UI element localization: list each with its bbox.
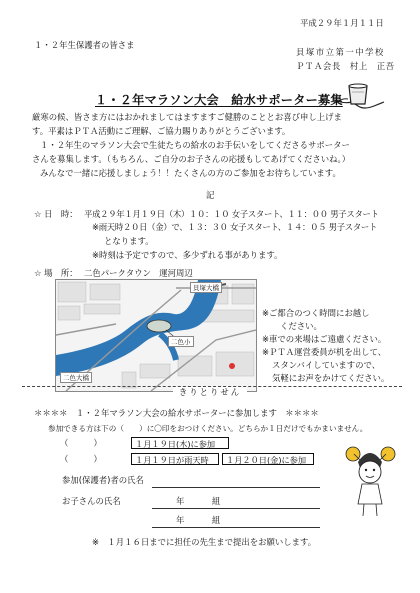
map-label-kaizuka-bridge: 貝塚大橋 <box>190 282 222 293</box>
school-name: 貝塚市立第一中学校 <box>296 47 385 57</box>
place-label: ☆ 場 所： <box>34 268 78 278</box>
cheerleader-illustration <box>344 442 396 520</box>
place-value: 二色パークタウン 運河周辺 <box>84 268 193 278</box>
schedule-line-2: ※雨天時２０日（金）で、１３：３０ 女子スタート、１４：０５ 男子スタート <box>92 222 378 232</box>
grade-label-2: 年 <box>176 515 185 525</box>
body-line-5: みんなで一緒に応援しましょう！！たくさんの方のご参加をお待ちしています。 <box>40 168 341 178</box>
date: 平成２９年１月１１日 <box>300 18 384 28</box>
body-line-1: 厳寒の候、皆さま方にはおかれましてはますますご健勝のこととお喜び申し上げま <box>32 112 342 122</box>
sender-name: ＰＴＡ会長 村上 正吾 <box>296 61 395 71</box>
rain-condition-label: １月１９日が雨天時 <box>131 453 219 465</box>
note-line-5: スタンバイしていますので、 <box>272 360 381 370</box>
area-map <box>55 279 257 392</box>
note-line-3: ※車での来場はご遠慮ください。 <box>262 334 387 344</box>
schedule-line-1: 平成２９年１月１９日（木）１０：１０ 女子スタート、１１：００ 男子スタート <box>84 209 379 219</box>
class-label-2: 組 <box>212 515 221 525</box>
note-line-2: ください。 <box>280 321 322 331</box>
note-line-6: 気軽にお声をかけてください。 <box>272 373 390 383</box>
guardian-name-field[interactable] <box>152 487 320 488</box>
note-line-1: ※ご都合のつく時間にお越し <box>262 308 370 318</box>
option1-checkbox[interactable]: （ ） <box>60 438 102 448</box>
class-label-1: 組 <box>212 496 221 506</box>
cut-line-label: きりとりせん <box>173 387 247 397</box>
schedule-line-4: ※時刻は予定ですので、多少ずれる事があります。 <box>92 250 283 260</box>
deadline-note: ※ １月１６日までに担任の先生まで提出をお願いします。 <box>92 537 317 547</box>
child-name-label: お子さんの氏名 <box>62 496 121 506</box>
body-line-4: さんを募集します。（もちろん、ご自分のお子さんの応援もしてあげてくださいね。） <box>32 154 351 164</box>
option2-label: １月２０日(金)に参加 <box>222 453 314 465</box>
guardian-name-label: 参加(保護者)者の氏名 <box>62 475 144 485</box>
grade-label-1: 年 <box>176 496 185 506</box>
form-heading: ＊＊＊＊ １・２年マラソン大会の給水サポーターに参加します ＊＊＊＊ <box>34 408 319 418</box>
option1-label: １月１９日(木)に参加 <box>131 437 229 449</box>
body-line-2: す。平素はＰＴＡ活動にご理解、ご協力賜りありがとうございます。 <box>32 126 291 136</box>
page-title: １・２年マラソン大会 給水サポーター募集 <box>95 93 343 107</box>
child-name-field-2[interactable] <box>152 527 320 528</box>
form-instruction: 参加できる方は下の（ ）に〇印をおつけください。どちらか１日だけでもかまいません。 <box>48 424 368 433</box>
schedule-label: ☆ 日 時： <box>34 209 78 219</box>
note-line-4: ※ＰＴＡ運営委員が机を出して、 <box>262 347 387 357</box>
option2-checkbox[interactable]: （ ） <box>60 454 102 464</box>
child-name-field-1[interactable] <box>152 508 320 509</box>
map-label-nishiki-school: 二色小 <box>168 336 194 347</box>
recipient: １・２年生保護者の皆さま <box>34 40 135 50</box>
ki-heading: 記 <box>206 190 215 200</box>
map-label-nishiki-bridge: 二色大橋 <box>60 372 92 383</box>
schedule-line-3: となります。 <box>104 236 154 246</box>
body-line-3: １・２年生のマラソン大会で生徒たちの給水のお手伝いをしてくださるサポーター <box>40 140 350 150</box>
